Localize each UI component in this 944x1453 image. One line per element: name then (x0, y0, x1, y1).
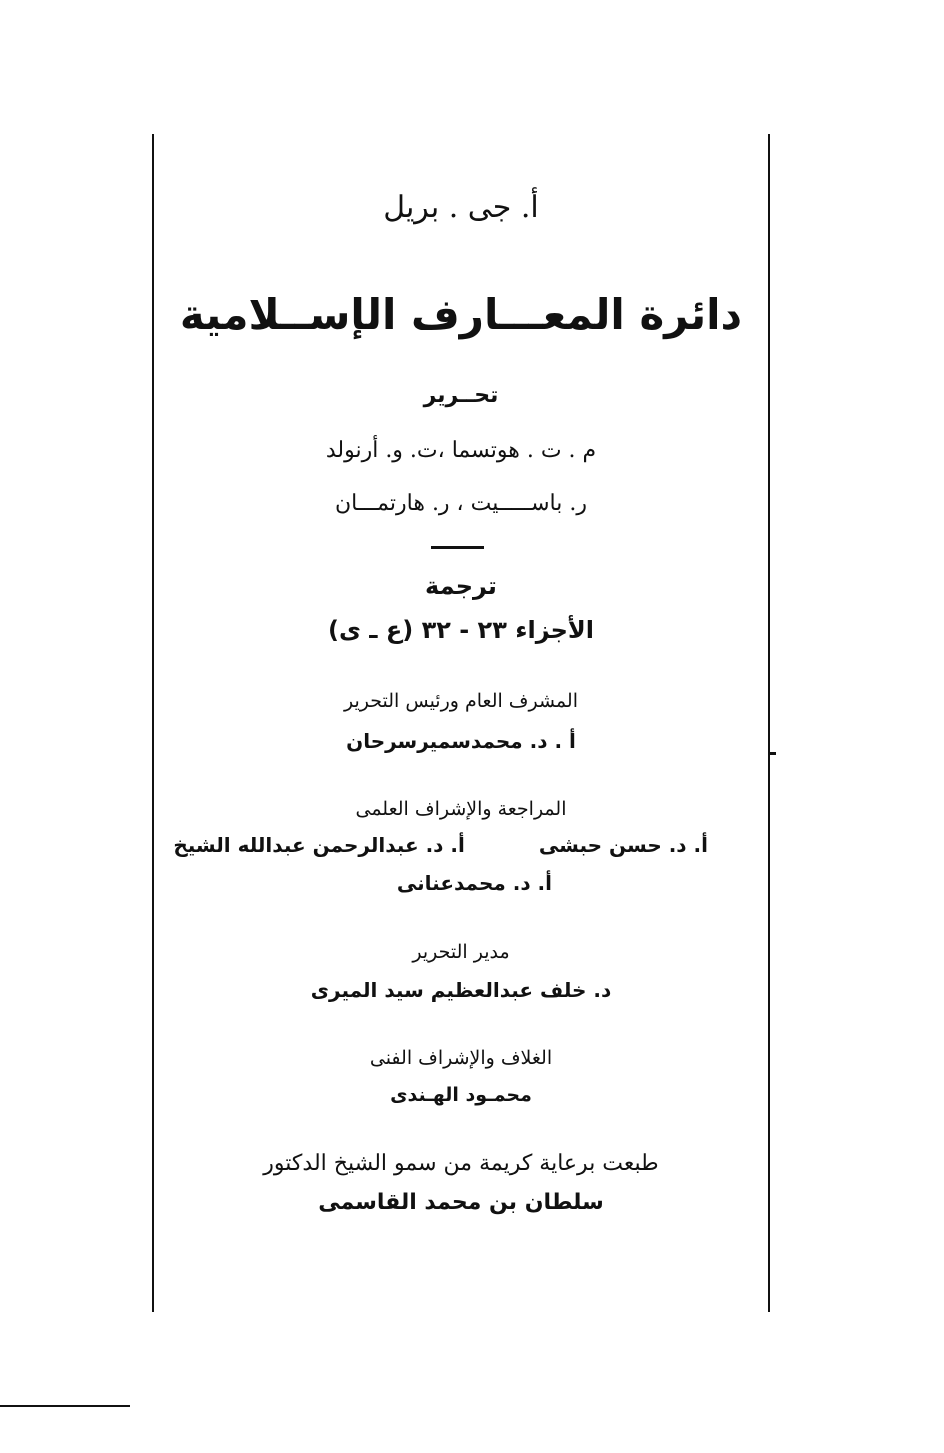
parts-range: الأجزاء ٢٣ - ٣٢ (ع ـ ى) (327, 616, 595, 644)
editorial-director-label: مدير التحرير (412, 941, 510, 963)
supervisor-name: أ . د. محمدسميرسرحان (346, 729, 576, 753)
section-divider (431, 546, 484, 549)
left-border-rule (152, 134, 154, 1312)
cover-label: الغلاف والإشراف الفنى (369, 1047, 553, 1069)
right-border-tick (768, 752, 776, 755)
review-label: المراجعة والإشراف العلمى (355, 798, 567, 820)
editorial-director-name: د. خلف عبدالعظيم سيد الميرى (310, 978, 612, 1002)
bottom-edge-rule (0, 1405, 130, 1407)
patron-name: سلطان بن محمد القاسمى (318, 1190, 604, 1215)
edited-by-label: تحــرير (423, 383, 499, 408)
editors-line-2: ر. باســـــيت ، ر. هارتمـــان (334, 491, 587, 516)
cover-artist-name: محمـود الهـندى (390, 1084, 532, 1106)
review-names-row (173, 835, 708, 855)
review-name-1: أ. د. حسن حبشى (538, 833, 708, 857)
review-name-2: أ. د. عبدالرحمن عبدالله الشيخ (173, 833, 465, 857)
review-name-3: أ. د. محمدعنانى (396, 871, 552, 895)
publisher-name: أ. جى . بريل (383, 190, 539, 225)
translation-label: ترجمة (425, 572, 497, 600)
editors-line-1: م . ت . هوتسما ،ت. و. أرنولد (325, 438, 597, 463)
book-title: دائرة المعـــارف الإســلامية (179, 290, 743, 339)
patronage-line: طبعت برعاية كريمة من سمو الشيخ الدكتور (263, 1151, 659, 1176)
right-border-rule (768, 134, 770, 1312)
supervisor-label: المشرف العام ورئيس التحرير (343, 690, 578, 712)
